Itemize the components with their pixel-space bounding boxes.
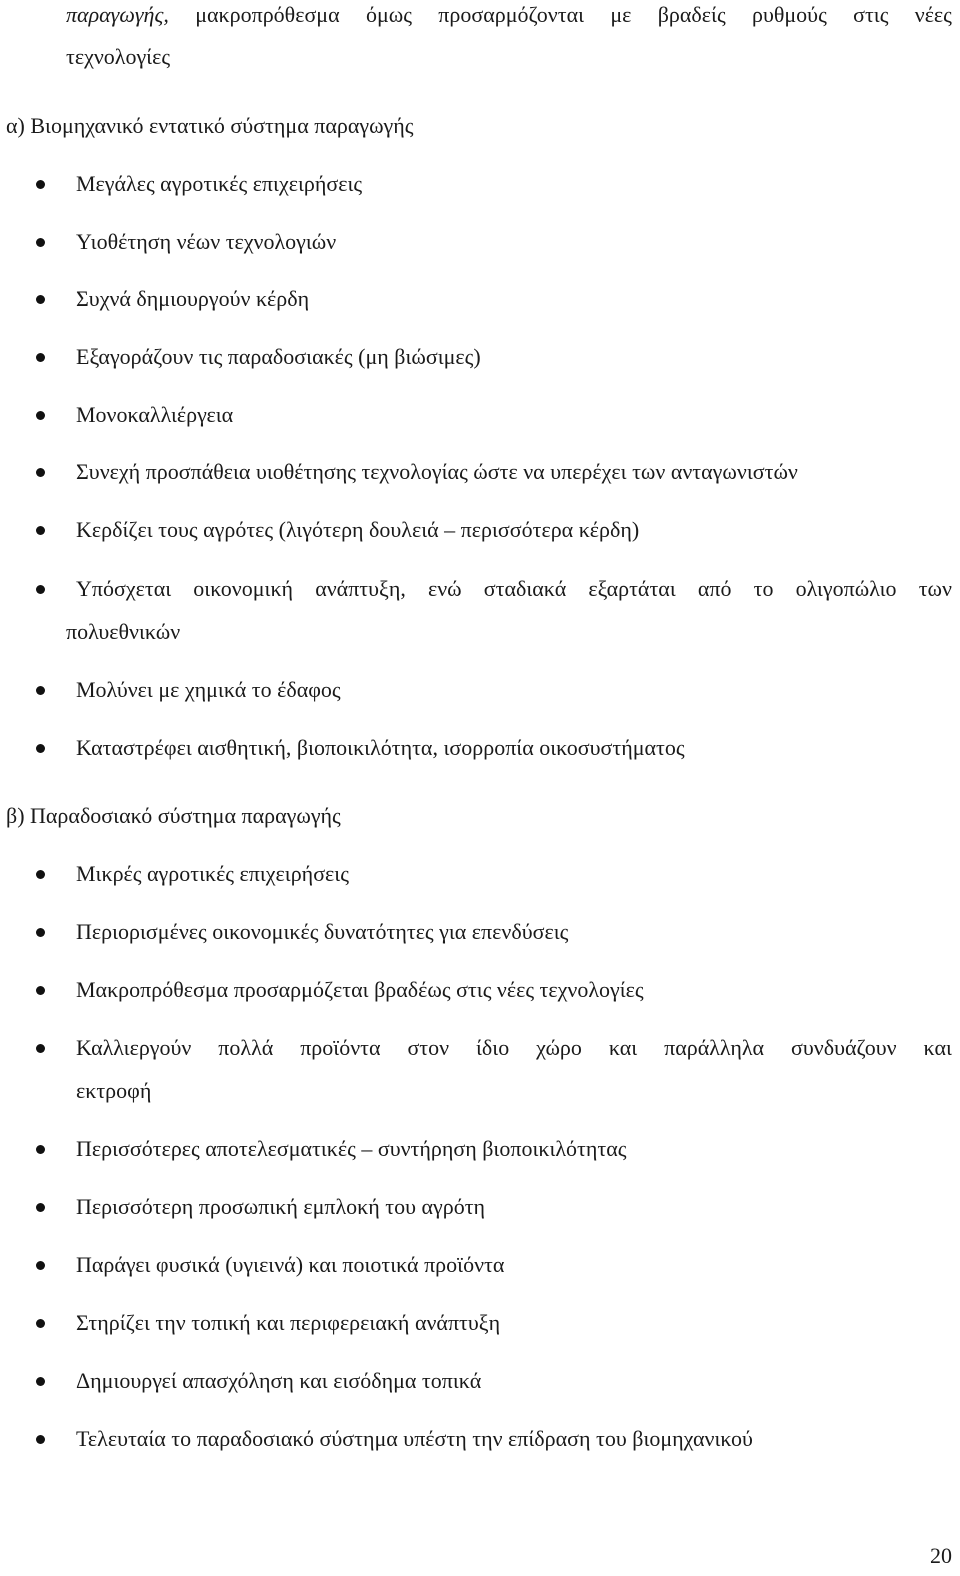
bullet-icon — [36, 353, 45, 362]
list-item-text: Τελευταία το παραδοσιακό σύστημα υπέστη την επίδραση του βιομηχανικού — [76, 1426, 753, 1451]
bullet-icon — [36, 870, 45, 879]
intro-word: νέες — [914, 2, 952, 27]
list-item-text: Μικρές αγροτικές επιχειρήσεις — [76, 861, 349, 886]
list-item-text: Μολύνει με χημικά το έδαφος — [76, 677, 341, 702]
intro-word: προσαρμόζονται — [438, 2, 585, 27]
page-number: 20 — [930, 1543, 952, 1568]
bullet-icon — [36, 526, 45, 535]
list-item-text: Καταστρέφει αισθητική, βιοποικιλότητα, ισορροπία οικοσυστήματος — [76, 735, 685, 760]
list-item-text: Περισσότερη προσωπική εμπλοκή του αγρότη — [76, 1194, 486, 1219]
bullet-icon — [36, 1261, 45, 1270]
word: των — [918, 576, 952, 601]
bullet-icon — [36, 928, 45, 937]
section-a-heading: α) Βιομηχανικό εντατικό σύστημα παραγωγής — [6, 113, 414, 138]
list-item-continuation: πολυεθνικών — [66, 619, 181, 644]
word: Υπόσχεται — [76, 576, 172, 601]
intro-word: στις — [853, 2, 889, 27]
bullet-icon — [36, 468, 45, 477]
word: σταδιακά — [483, 576, 567, 601]
intro-word: μακροπρόθεσμα — [195, 2, 340, 27]
word: πολλά — [218, 1035, 274, 1060]
word: ολιγοπώλιο — [795, 576, 897, 601]
word: οικονομική — [193, 576, 294, 601]
bullet-icon — [36, 1435, 45, 1444]
intro-italic-word: παραγωγής, — [66, 2, 169, 27]
word: προϊόντα — [300, 1035, 381, 1060]
word: συνδυάζουν — [791, 1035, 897, 1060]
word: χώρο — [536, 1035, 582, 1060]
word: και — [608, 1035, 638, 1060]
bullet-icon — [36, 686, 45, 695]
list-item-text: Συνεχή προσπάθεια υιοθέτησης τεχνολογίας ώστε να υπερέχει των ανταγωνιστών — [76, 459, 798, 484]
list-item-text: Κερδίζει τους αγρότες (λιγότερη δουλειά – περισσότερα κέρδη) — [76, 517, 640, 542]
list-item-text: Περισσότερες αποτελεσματικές – συντήρηση βιοποικιλότητας — [76, 1136, 627, 1161]
intro-word: όμως — [365, 2, 412, 27]
bullet-icon — [36, 411, 45, 420]
list-item-text: Μονοκαλλιέργεια — [76, 402, 234, 427]
bullet-icon — [36, 585, 45, 594]
word: το — [753, 576, 774, 601]
list-item-continuation: εκτροφή — [76, 1078, 152, 1103]
intro-line-2: τεχνολογίες — [66, 44, 171, 69]
list-item-text: Υιοθέτηση νέων τεχνολογιών — [76, 229, 337, 254]
list-item-text: Περιορισμένες οικονομικές δυνατότητες για επενδύσεις — [76, 919, 569, 944]
word: ενώ — [427, 576, 462, 601]
bullet-icon — [36, 295, 45, 304]
word: ανάπτυξη, — [315, 576, 406, 601]
bullet-icon — [36, 986, 45, 995]
word: από — [697, 576, 732, 601]
bullet-icon — [36, 1377, 45, 1386]
bullet-icon — [36, 1044, 45, 1053]
list-item-text: Στηρίζει την τοπική και περιφερειακή ανάπτυξη — [76, 1310, 501, 1335]
list-item-text: Μεγάλες αγροτικές επιχειρήσεις — [76, 171, 363, 196]
list-item-text-justified — [76, 574, 952, 604]
intro-word: βραδείς — [657, 2, 726, 27]
bullet-icon — [36, 180, 45, 189]
intro-word: με — [610, 2, 632, 27]
list-item-text: Εξαγοράζουν τις παραδοσιακές (μη βιώσιμες) — [76, 344, 481, 369]
list-item-text: Παράγει φυσικά (υγιεινά) και ποιοτικά προϊόντα — [76, 1252, 505, 1277]
section-b-heading: β) Παραδοσιακό σύστημα παραγωγής — [6, 803, 341, 828]
intro-line-1 — [66, 0, 952, 30]
word: και — [923, 1035, 952, 1060]
word: παράλληλα — [664, 1035, 765, 1060]
list-item-text: Συχνά δημιουργούν κέρδη — [76, 286, 310, 311]
word: Καλλιεργούν — [76, 1035, 192, 1060]
list-item-text: Μακροπρόθεσμα προσαρμόζεται βραδέως στις νέες τεχνολογίες — [76, 977, 644, 1002]
word: ίδιο — [476, 1035, 510, 1060]
bullet-icon — [36, 1145, 45, 1154]
word: στον — [407, 1035, 450, 1060]
intro-word: ρυθμούς — [751, 2, 827, 27]
word: εξαρτάται — [588, 576, 676, 601]
bullet-icon — [36, 238, 45, 247]
bullet-icon — [36, 1203, 45, 1212]
list-item-text-justified — [76, 1033, 952, 1063]
bullet-icon — [36, 1319, 45, 1328]
bullet-icon — [36, 744, 45, 753]
list-item-text: Δημιουργεί απασχόληση και εισόδημα τοπικά — [76, 1368, 482, 1393]
